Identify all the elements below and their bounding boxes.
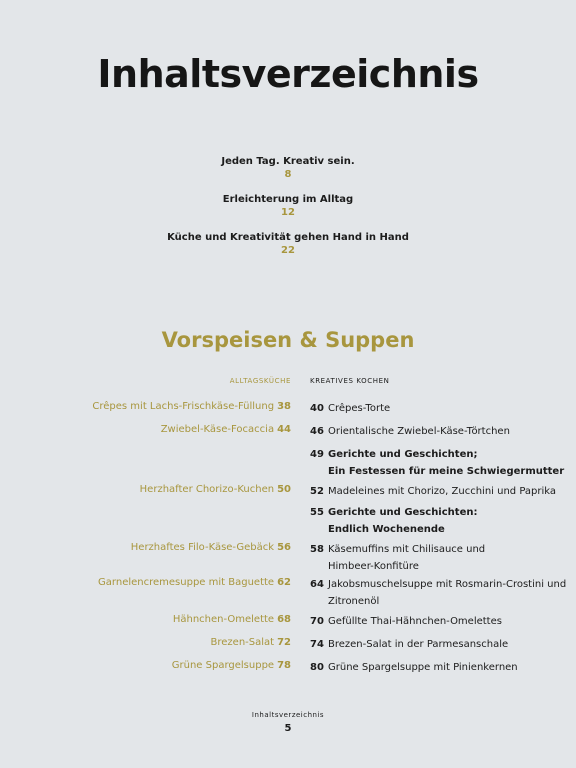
right-entry — [310, 483, 572, 500]
left-entry-label: Herzhaftes Filo-Käse-Gebäck — [130, 542, 275, 553]
right-entry-page: 52 — [310, 486, 324, 497]
right-entry-label: Käsemuffins mit Chilisauce und — [328, 544, 486, 555]
right-column-header: KREATIVES KOCHEN — [310, 377, 390, 385]
right-entry-label: Brezen-Salat in der Parmesanschale — [328, 639, 509, 650]
left-entry-label: Herzhafter Chorizo-Kuchen — [139, 484, 275, 495]
left-entry-label: Grüne Spargelsuppe — [171, 660, 275, 671]
right-entry-page: 70 — [310, 616, 324, 627]
left-entry-page: 50 — [277, 484, 291, 495]
left-entry — [172, 659, 291, 673]
right-entry-page: 58 — [310, 544, 324, 555]
intro-item-label: Küche und Kreativität gehen Hand in Hand — [167, 232, 409, 243]
right-entry — [310, 541, 572, 575]
right-entry — [310, 400, 572, 417]
right-entry-label: Jakobsmuschelsuppe mit Rosmarin-Crostini und — [328, 579, 567, 590]
footer-label: Inhaltsverzeichnis — [251, 711, 325, 719]
right-entry-page: 80 — [310, 662, 324, 673]
right-entry-label: Gefüllte Thai-Hähnchen-Omelettes — [328, 616, 502, 627]
left-entry-label: Crêpes mit Lachs-Frischkäse-Füllung — [92, 401, 275, 412]
left-entry-page: 44 — [277, 424, 291, 435]
right-entry — [310, 423, 572, 440]
right-entry-label: Madeleines mit Chorizo, Zucchini und Paprika — [328, 486, 557, 497]
intro-item-page: 8 — [284, 169, 292, 180]
right-entry-label: Orientalische Zwiebel-Käse-Törtchen — [328, 426, 510, 437]
right-entry-page: 55 — [310, 507, 324, 518]
left-entry — [211, 636, 291, 650]
right-entry-label-line2: Himbeer-Konfitüre — [328, 561, 419, 572]
right-entry-label: Gerichte und Geschichten; — [328, 449, 478, 460]
left-entry-page: 68 — [277, 614, 291, 625]
left-entry — [92, 400, 291, 414]
right-entry-label-line2: Ein Festessen für meine Schwiegermutter — [328, 466, 565, 477]
left-entry — [161, 423, 291, 437]
right-entry-label: Crêpes-Torte — [328, 403, 391, 414]
intro-item — [0, 193, 576, 220]
right-entry — [310, 576, 572, 610]
section-title: Vorspeisen & Suppen — [161, 328, 415, 352]
left-entry-label: Zwiebel-Käse-Focaccia — [160, 424, 275, 435]
intro-item — [0, 155, 576, 182]
right-entry-label-line2: Zitronenöl — [328, 596, 380, 607]
left-entry-label: Brezen-Salat — [210, 637, 275, 648]
intro-item-page: 12 — [281, 207, 295, 218]
left-entry-page: 78 — [277, 660, 291, 671]
left-entry-page: 62 — [277, 577, 291, 588]
right-entry-label-line2: Endlich Wochenende — [328, 524, 445, 535]
left-entry — [140, 483, 291, 497]
left-entry — [98, 576, 291, 590]
left-entry-page: 56 — [277, 542, 291, 553]
right-entry — [310, 504, 572, 538]
intro-item-label: Erleichterung im Alltag — [222, 194, 354, 205]
intro-item — [0, 231, 576, 258]
right-entry-page: 40 — [310, 403, 324, 414]
right-entry — [310, 636, 572, 653]
intro-item-page: 22 — [281, 245, 295, 256]
right-entry — [310, 659, 572, 676]
left-column-header: ALLTAGSKÜCHE — [229, 377, 291, 385]
left-entry — [173, 613, 291, 627]
intro-item-label: Jeden Tag. Kreativ sein. — [221, 156, 355, 167]
left-entry-label: Hähnchen-Omelette — [172, 614, 275, 625]
right-entry-page: 49 — [310, 449, 324, 460]
left-entry-label: Garnelencremesuppe mit Baguette — [98, 577, 275, 588]
left-entry-page: 72 — [277, 637, 291, 648]
page-title: Inhaltsverzeichnis — [97, 52, 479, 96]
right-entry-label: Grüne Spargelsuppe mit Pinienkernen — [328, 662, 518, 673]
left-entry — [131, 541, 291, 555]
right-entry — [310, 613, 572, 630]
right-entry — [310, 446, 572, 480]
left-entry-page: 38 — [277, 401, 291, 412]
right-entry-page: 74 — [310, 639, 324, 650]
page-number: 5 — [284, 723, 292, 734]
right-entry-label: Gerichte und Geschichten: — [328, 507, 478, 518]
right-entry-page: 64 — [310, 579, 324, 590]
right-entry-page: 46 — [310, 426, 324, 437]
intro-list — [0, 155, 576, 269]
